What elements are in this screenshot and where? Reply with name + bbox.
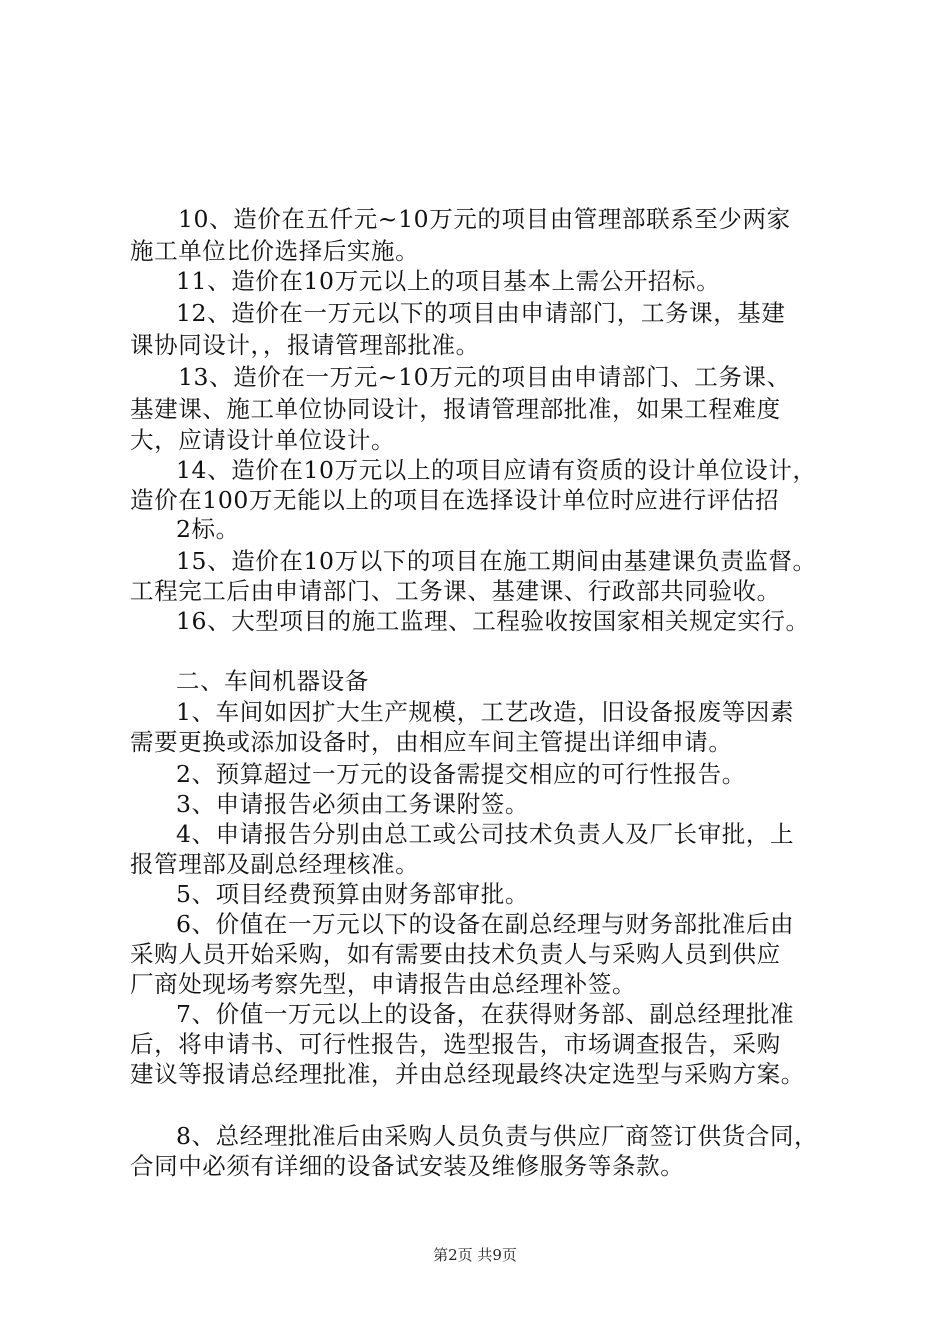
page-number-footer: 第2页 共9页 (433, 1246, 517, 1264)
paragraph-11-line-1: 11、造价在10万元以上的项目基本上需公开招标。 (176, 267, 721, 295)
item-3-line-1: 3、申请报告必须由工务课附签。 (176, 790, 529, 818)
item-4-line-2: 报管理部及副总经理核准。 (130, 850, 420, 878)
item-7-line-3: 建议等报请总经理批准，并由总经现最终决定选型与采购方案。 (130, 1060, 805, 1088)
item-1-line-2: 需要更换或添加设备时，由相应车间主管提出详细申请。 (130, 728, 733, 756)
item-7-line-1: 7、价值一万元以上的设备，在获得财务部、副总经理批准 (176, 1000, 795, 1028)
item-6-line-3: 厂商处现场考察先型，申请报告由总经理补签。 (130, 970, 637, 998)
paragraph-15-line-2: 工程完工后由申请部门、工务课、基建课、行政部共同验收。 (130, 577, 781, 605)
paragraph-13-line-1: 13、造价在一万元~10万元的项目由申请部门、工务课、 (178, 363, 791, 391)
paragraph-12-line-1: 12、造价在一万元以下的项目由申请部门，工务课，基建 (176, 299, 786, 327)
paragraph-10-line-1: 10、造价在五仟元~10万元的项目由管理部联系至少两家 (178, 205, 791, 233)
paragraph-12-line-2: 课协同设计，，报请管理部批准。 (130, 331, 480, 359)
item-6-line-1: 6、价值在一万元以下的设备在副总经理与财务部批准后由 (176, 910, 795, 938)
paragraph-14-line-1: 14、造价在10万元以上的项目应请有资质的设计单位设计， (176, 456, 817, 484)
paragraph-13-line-2: 基建课、施工单位协同设计，报请管理部批准，如果工程难度 (130, 395, 781, 423)
item-4-line-1: 4、申请报告分别由总工或公司技术负责人及厂长审批，上 (176, 820, 795, 848)
item-1-line-1: 1、车间如因扩大生产规模，工艺改造，旧设备报废等因素 (176, 698, 795, 726)
paragraph-13-line-3: 大，应请设计单位设计。 (130, 426, 396, 454)
paragraph-14-line-2: 造价在100万无能以上的项目在选择设计单位时应进行评估招 (130, 486, 780, 514)
item-8-line-1: 8、总经理批准后由采购人员负责与供应厂商签订供货合同， (176, 1122, 819, 1150)
paragraph-14-line-3: 2标。 (176, 515, 240, 543)
item-5-line-1: 5、项目经费预算由财务部审批。 (176, 880, 529, 908)
paragraph-16-line-1: 16、大型项目的施工监理、工程验收按国家相关规定实行。 (176, 607, 810, 635)
item-2-line-1: 2、预算超过一万元的设备需提交相应的可行性报告。 (176, 760, 746, 788)
paragraph-10-line-2: 施工单位比价选择后实施。 (130, 237, 420, 265)
paragraph-15-line-1: 15、造价在10万以下的项目在施工期间由基建课负责监督。 (176, 547, 817, 575)
item-6-line-2: 采购人员开始采购，如有需要由技术负责人与采购人员到供应 (130, 940, 781, 968)
section-heading-workshop-equipment: 二、车间机器设备 (176, 667, 369, 695)
item-8-line-2: 合同中必须有详细的设备试安装及维修服务等条款。 (130, 1152, 685, 1180)
item-7-line-2: 后，将申请书、可行性报告，选型报告，市场调查报告，采购 (130, 1030, 781, 1058)
